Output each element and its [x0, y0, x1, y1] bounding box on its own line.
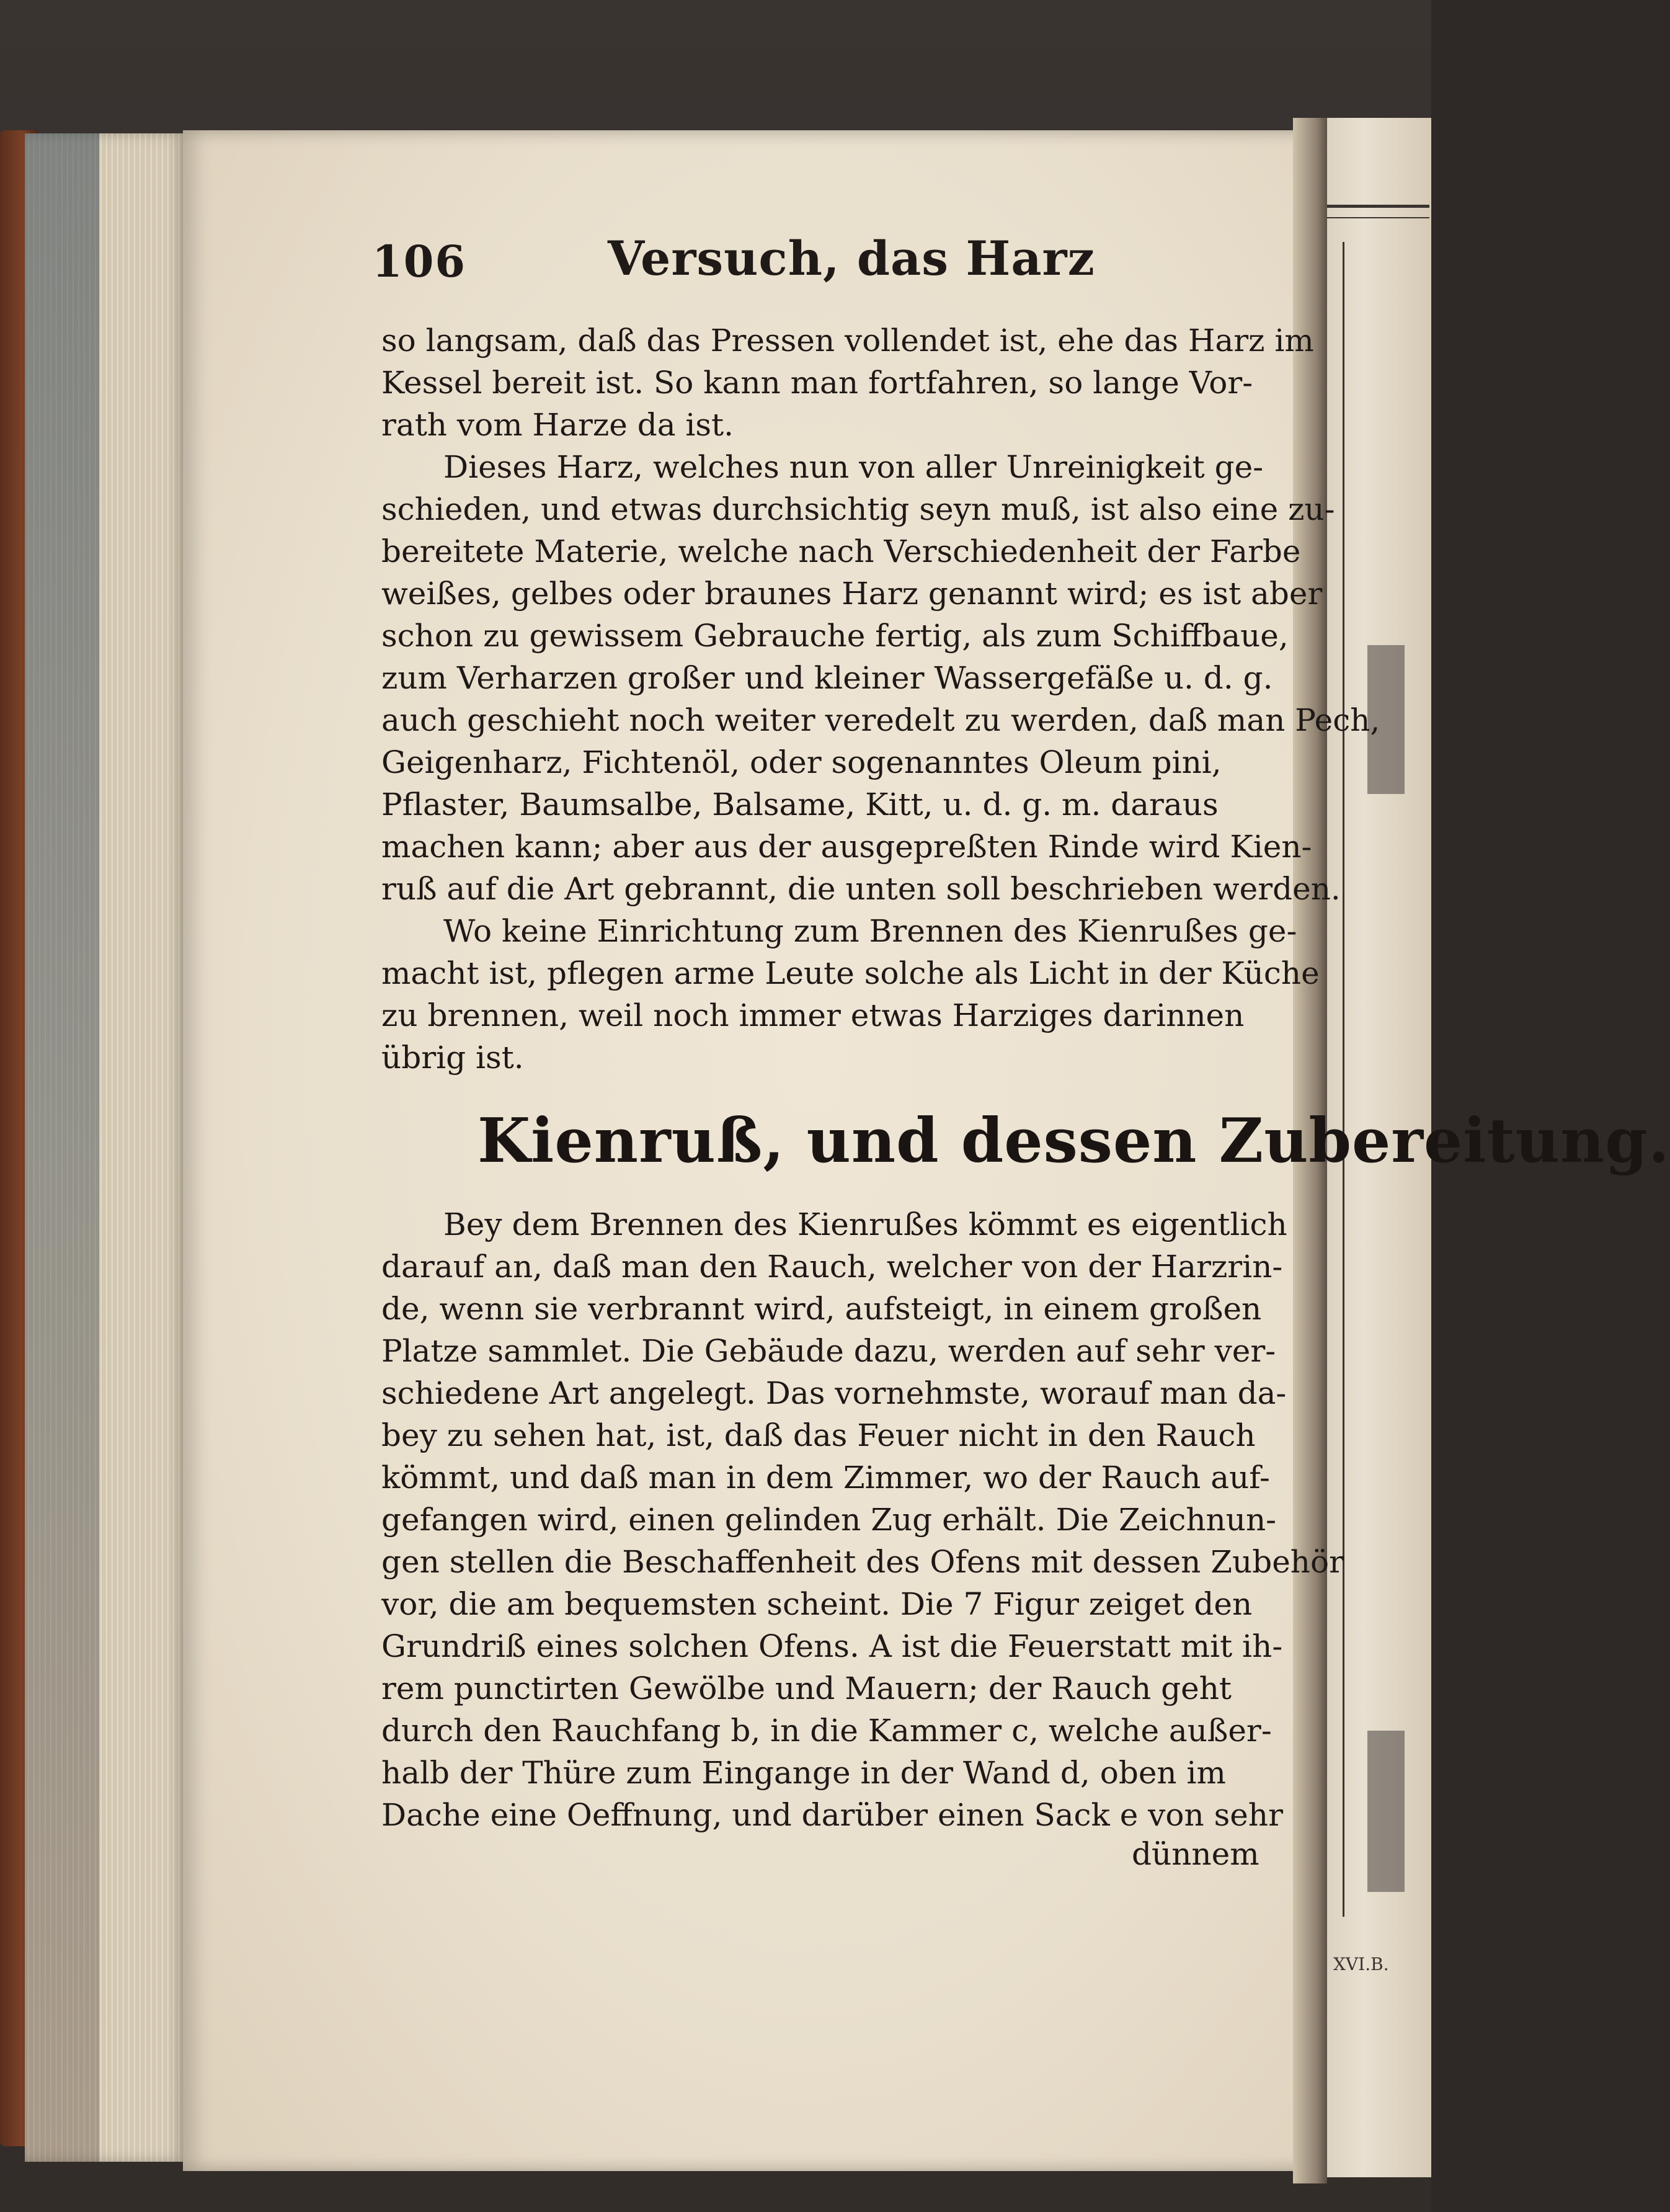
section-heading: Kienruß, und dessen Zubereitung. — [477, 1105, 1670, 1177]
text-line: gefangen wird, einen gelinden Zug erhält. Die Zeichnun- — [381, 1502, 1277, 1538]
text-line: kömmt, und daß man in dem Zimmer, wo der Rauch auf- — [381, 1460, 1270, 1496]
text-line: Bey dem Brennen des Kienrußes kömmt es eigentlich — [443, 1206, 1287, 1242]
text-line: auch geschieht noch weiter veredelt zu werden, daß man Pech, — [381, 702, 1380, 738]
text-line: Kessel bereit ist. So kann man fortfahren, so lange Vor- — [381, 365, 1253, 401]
catchword: dünnem — [1132, 1836, 1259, 1872]
page-number: 106 — [372, 236, 467, 287]
text-line: bey zu sehen hat, ist, daß das Feuer nicht in den Rauch — [381, 1417, 1256, 1453]
text-line: durch den Rauchfang b, in die Kammer c, welche außer- — [381, 1713, 1272, 1749]
text-line: darauf an, daß man den Rauch, welcher von der Harzrin- — [381, 1249, 1283, 1285]
text-line: de, wenn sie verbrannt wird, aufsteigt, in einem großen — [381, 1291, 1262, 1327]
text-line: machen kann; aber aus der ausgepreßten Rinde wird Kien- — [381, 829, 1312, 865]
page-header — [372, 231, 1240, 298]
text-line: übrig ist. — [381, 1040, 524, 1076]
text-line: rath vom Harze da ist. — [381, 407, 734, 443]
plate-label: XVI.B. — [1333, 1954, 1389, 1974]
page-stack-edge — [25, 133, 186, 2162]
text-line: Wo keine Einrichtung zum Brennen des Kienrußes ge- — [443, 913, 1297, 949]
text-line: Dache eine Oeffnung, und darüber einen Sack e von sehr — [381, 1797, 1283, 1833]
text-line: macht ist, pflegen arme Leute solche als Licht in der Küche — [381, 955, 1320, 991]
text-line: schon zu gewissem Gebrauche fertig, als zum Schiffbaue, — [381, 618, 1289, 654]
text-line: Dieses Harz, welches nun von aller Unreinigkeit ge- — [443, 449, 1264, 485]
text-line: rem punctirten Gewölbe und Mauern; der Rauch geht — [381, 1670, 1232, 1706]
text-line: Platze sammlet. Die Gebäude dazu, werden auf sehr ver- — [381, 1333, 1276, 1369]
text-line: zu brennen, weil noch immer etwas Harziges darinnen — [381, 997, 1245, 1033]
text-line: vor, die am bequemsten scheint. Die 7 Figur zeiget den — [381, 1586, 1253, 1622]
text-line: weißes, gelbes oder braunes Harz genannt wird; es ist aber — [381, 576, 1323, 612]
text-line: ruß auf die Art gebrannt, die unten soll beschrieben werden. — [381, 871, 1341, 907]
running-head: Versuch, das Harz — [608, 231, 1095, 286]
text-line: Geigenharz, Fichtenöl, oder sogenanntes Oleum pini, — [381, 744, 1222, 780]
text-line: schieden, und etwas durchsichtig seyn muß, ist also eine zu- — [381, 491, 1335, 527]
paragraph-3 — [381, 1203, 1344, 1836]
text-line: bereitete Materie, welche nach Verschiedenheit der Farbe — [381, 533, 1301, 569]
text-line: so langsam, daß das Pressen vollendet ist, ehe das Harz im — [381, 323, 1314, 359]
text-line: gen stellen die Beschaffenheit des Ofens mit dessen Zubehör — [381, 1544, 1344, 1580]
text-line: schiedene Art angelegt. Das vornehmste, worauf man da- — [381, 1375, 1287, 1411]
text-line: Grundriß eines solchen Ofens. A ist die Feuerstatt mit ih- — [381, 1628, 1283, 1664]
paragraph-2 — [381, 446, 1380, 1079]
text-line: halb der Thüre zum Eingange in der Wand d, oben im — [381, 1755, 1226, 1791]
paragraph-1 — [381, 319, 1314, 446]
text-line: zum Verharzen großer und kleiner Wassergefäße u. d. g. — [381, 660, 1273, 696]
text-line: Pflaster, Baumsalbe, Balsame, Kitt, u. d. g. m. daraus — [381, 787, 1219, 823]
